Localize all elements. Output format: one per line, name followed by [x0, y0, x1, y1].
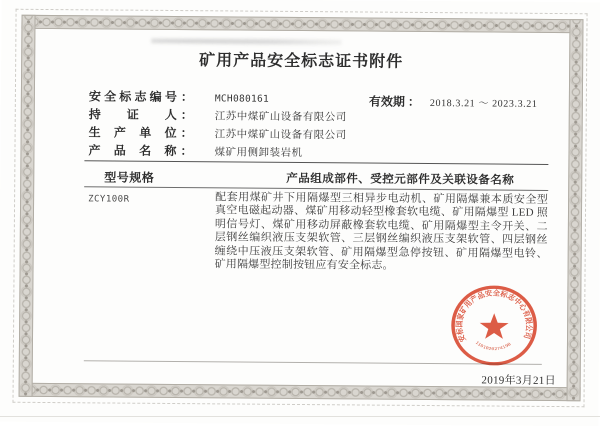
- certificate-fields: [88, 88, 347, 162]
- field-manufacturer: [89, 124, 347, 144]
- field-colon: ：: [180, 90, 193, 105]
- field-label: 持证人: [88, 107, 177, 123]
- field-product-name: [88, 142, 346, 162]
- seal-ring-text: 安标国家矿用产品安全标志中心有限公司: [454, 288, 534, 344]
- field-safety-mark-number: [89, 88, 347, 108]
- table-header-components: 产品组成部件、受控元部件及关联设备名称: [286, 172, 515, 187]
- field-validity-period: [369, 93, 538, 112]
- field-certificate-holder: [89, 106, 347, 126]
- table-cell-components: 配套用煤矿井下用隔爆型三相异步电动机、矿用隔爆兼本质安全型真空电磁起动器、煤矿用移动轻型橡套软电缆、矿用隔爆型 LED 照明信号灯、煤矿用移动屏蔽橡套软电缆、矿用隔爆型主令开关、二层钢丝编织液压支架软管、三层钢丝编织液压支架软管、四层钢丝缠绕中压液压支架软管、矿用隔爆型急停按钮、矿用隔爆型电铃、矿用隔爆型控制按钮应有安全标志。: [214, 191, 549, 272]
- validity-label: 有效期: [368, 94, 405, 109]
- paper-edge-line: [0, 416, 600, 417]
- field-colon: ：: [180, 126, 193, 141]
- field-value: MCH080161: [214, 93, 270, 105]
- seal-number: 1101020274198: [474, 339, 512, 352]
- field-colon: ：: [180, 144, 193, 159]
- validity-value: 2018.3.21 ～ 2023.3.21: [429, 98, 538, 110]
- field-value: 江苏中煤矿山设备有限公司: [214, 129, 347, 142]
- field-colon: ：: [180, 108, 193, 123]
- field-value: 煤矿用侧卸装岩机: [214, 147, 303, 160]
- field-label: 安全标志编号: [88, 89, 177, 105]
- field-label: 生产单位: [88, 125, 177, 141]
- official-seal: [450, 284, 539, 367]
- validity-colon: ：: [407, 94, 420, 109]
- scan-artifact: [151, 37, 341, 46]
- star-icon: [480, 313, 509, 339]
- table-cell-model: ZCY100R: [88, 194, 130, 205]
- ornamental-border-left: [19, 15, 36, 397]
- issue-date: 2019年3月21日: [481, 374, 556, 388]
- ornamental-border-right: [567, 19, 584, 401]
- field-value: 江苏中煤矿山设备有限公司: [214, 111, 347, 124]
- certificate-title: 矿用产品安全标志证书附件: [199, 52, 404, 71]
- table-header-model: 型号规格: [104, 170, 155, 185]
- field-label: 产品名称: [88, 143, 177, 159]
- svg-text:1101020274198: [474, 340, 512, 351]
